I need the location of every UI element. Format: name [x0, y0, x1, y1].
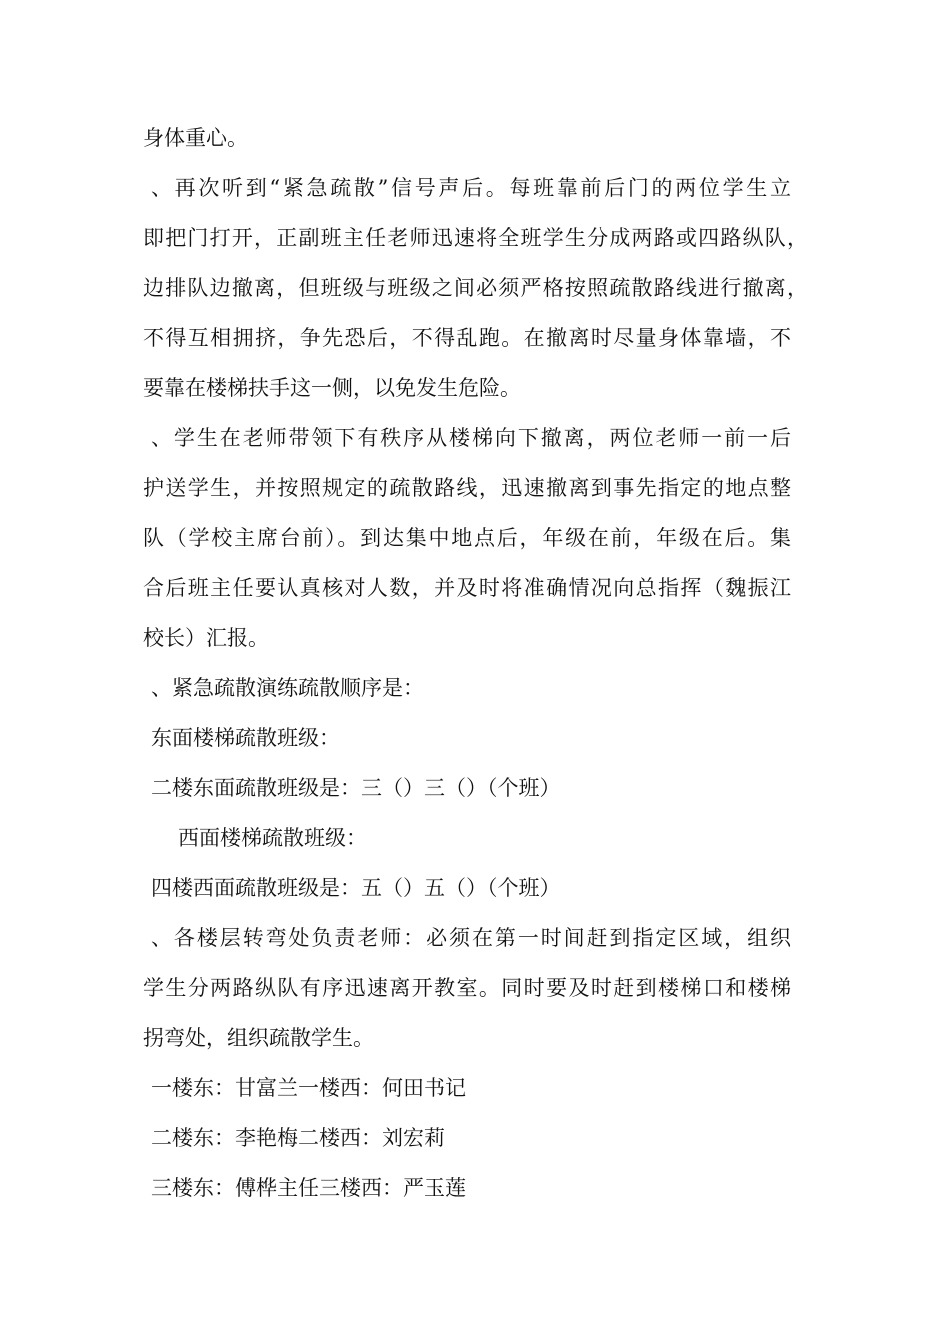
text-line: 护送学生，并按照规定的疏散路线，迅速撤离到事先指定的地点整	[143, 476, 791, 500]
text-line: 拐弯处，组织疏散学生。	[143, 1026, 374, 1050]
text-line: 四楼西面疏散班级是：五（）五（）（个班）	[151, 876, 561, 900]
text-line: 、各楼层转弯处负责老师：必须在第一时间赶到指定区域，组织	[151, 926, 791, 950]
text-line: 一楼东：甘富兰一楼西：何田书记	[151, 1076, 466, 1100]
text-line: 二楼东面疏散班级是：三（）三（）（个班）	[151, 776, 561, 800]
text-line: 校长）汇报。	[143, 626, 269, 650]
text-line: 西面楼梯疏散班级：	[178, 826, 367, 850]
text-line: 、再次听到“紧急疏散”信号声后。每班靠前后门的两位学生立	[151, 176, 791, 200]
text-line: 东面楼梯疏散班级：	[151, 726, 340, 750]
text-line: 、紧急疏散演练疏散顺序是：	[151, 676, 424, 700]
text-line: 即把门打开，正副班主任老师迅速将全班学生分成两路或四路纵队，	[143, 226, 808, 250]
text-line: 队（学校主席台前）。到达集中地点后，年级在前，年级在后。集	[143, 526, 791, 550]
text-line: 身体重心。	[143, 126, 248, 150]
text-line: 学生分两路纵队有序迅速离开教室。同时要及时赶到楼梯口和楼梯	[143, 976, 791, 1000]
text-line: 要靠在楼梯扶手这一侧，以免发生危险。	[143, 376, 521, 400]
text-line: 三楼东：傅桦主任三楼西：严玉莲	[151, 1176, 466, 1200]
text-line: 二楼东：李艳梅二楼西：刘宏莉	[151, 1126, 445, 1150]
text-line: 、学生在老师带领下有秩序从楼梯向下撤离，两位老师一前一后	[151, 426, 791, 450]
text-line: 合后班主任要认真核对人数，并及时将准确情况向总指挥（魏振江	[143, 576, 791, 600]
text-line: 边排队边撤离，但班级与班级之间必须严格按照疏散路线进行撤离，	[143, 276, 808, 300]
text-line: 不得互相拥挤，争先恐后，不得乱跑。在撤离时尽量身体靠墙，不	[143, 326, 791, 350]
